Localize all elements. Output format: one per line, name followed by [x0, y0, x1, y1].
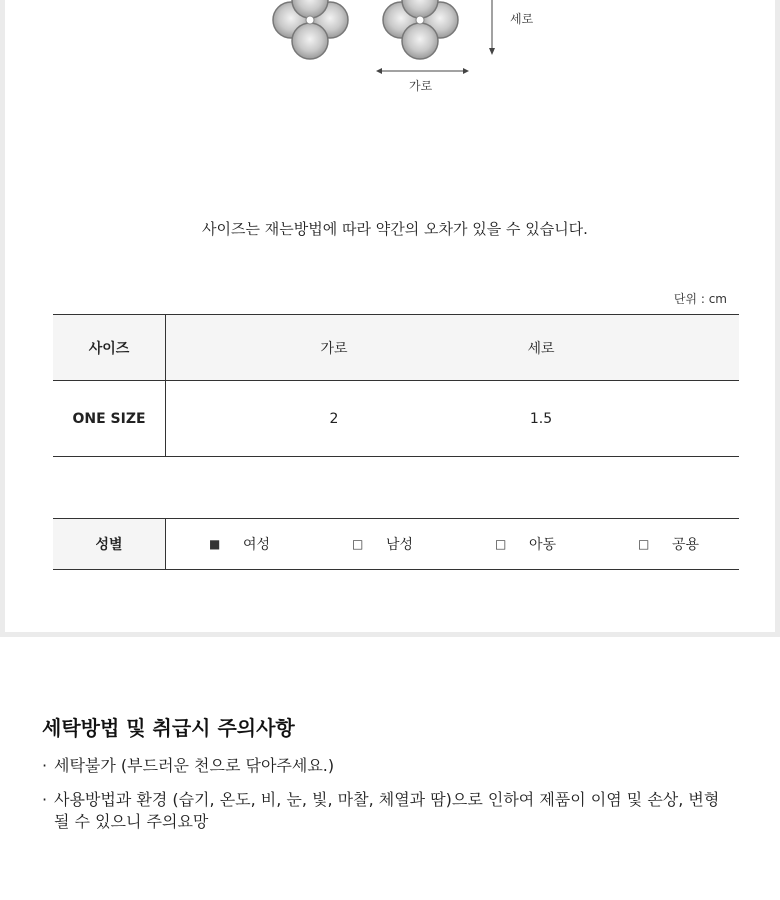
list-item	[42, 755, 722, 777]
gender-option-male	[352, 519, 413, 569]
size-info-panel	[5, 0, 775, 632]
height-column-header: 세로	[502, 315, 580, 381]
bullet-icon: ·	[42, 756, 48, 775]
unchecked-box-icon: □	[638, 537, 650, 551]
right-clover-earring	[383, 0, 458, 59]
clover-earrings-illustration	[5, 0, 780, 110]
gender-option-label: 남성	[386, 537, 414, 553]
gender-option-label: 여성	[243, 537, 271, 553]
care-section-title: 세탁방법 및 취급시 주의사항	[42, 716, 295, 740]
vertical-dimension-label: 세로	[510, 12, 534, 26]
width-cell: 2	[166, 381, 503, 457]
horizontal-dimension-label: 가로	[409, 79, 433, 93]
height-cell: 1.5	[502, 381, 580, 457]
bullet-icon: ·	[42, 790, 48, 809]
gender-label: 성별	[53, 519, 166, 569]
gender-option-unisex	[638, 519, 699, 569]
gender-options	[166, 519, 739, 569]
size-table-header-row	[53, 315, 739, 381]
unit-label: 단위 : cm	[673, 292, 727, 306]
list-item	[42, 789, 722, 833]
product-dimension-diagram	[5, 0, 780, 110]
size-table	[53, 314, 739, 457]
table-row	[53, 381, 739, 457]
checked-box-icon: ■	[209, 537, 221, 551]
measurement-notice: 사이즈는 재는방법에 따라 약간의 오차가 있을 수 있습니다.	[202, 220, 588, 238]
gender-option-label: 아동	[529, 537, 557, 553]
size-cell: ONE SIZE	[53, 381, 166, 457]
header-spacer	[580, 315, 739, 381]
gender-option-child	[495, 519, 556, 569]
horizontal-dimension-arrow	[376, 68, 469, 74]
care-instructions-list	[42, 755, 722, 845]
vertical-dimension-arrow	[489, 0, 495, 55]
width-column-header: 가로	[166, 315, 503, 381]
row-spacer	[580, 381, 739, 457]
care-item-text: 사용방법과 환경 (습기, 온도, 비, 눈, 빛, 마찰, 체열과 땀)으로 인하여 제품이 이염 및 손상, 변형될 수 있으니 주의요망	[54, 790, 720, 831]
left-clover-earring	[273, 0, 348, 59]
unchecked-box-icon: □	[352, 537, 364, 551]
gender-table	[53, 518, 739, 570]
care-item-text: 세탁불가 (부드러운 천으로 닦아주세요.)	[54, 756, 335, 775]
gender-option-label: 공용	[672, 537, 700, 553]
unchecked-box-icon: □	[495, 537, 507, 551]
gender-option-female	[209, 519, 270, 569]
size-column-header: 사이즈	[53, 315, 166, 381]
